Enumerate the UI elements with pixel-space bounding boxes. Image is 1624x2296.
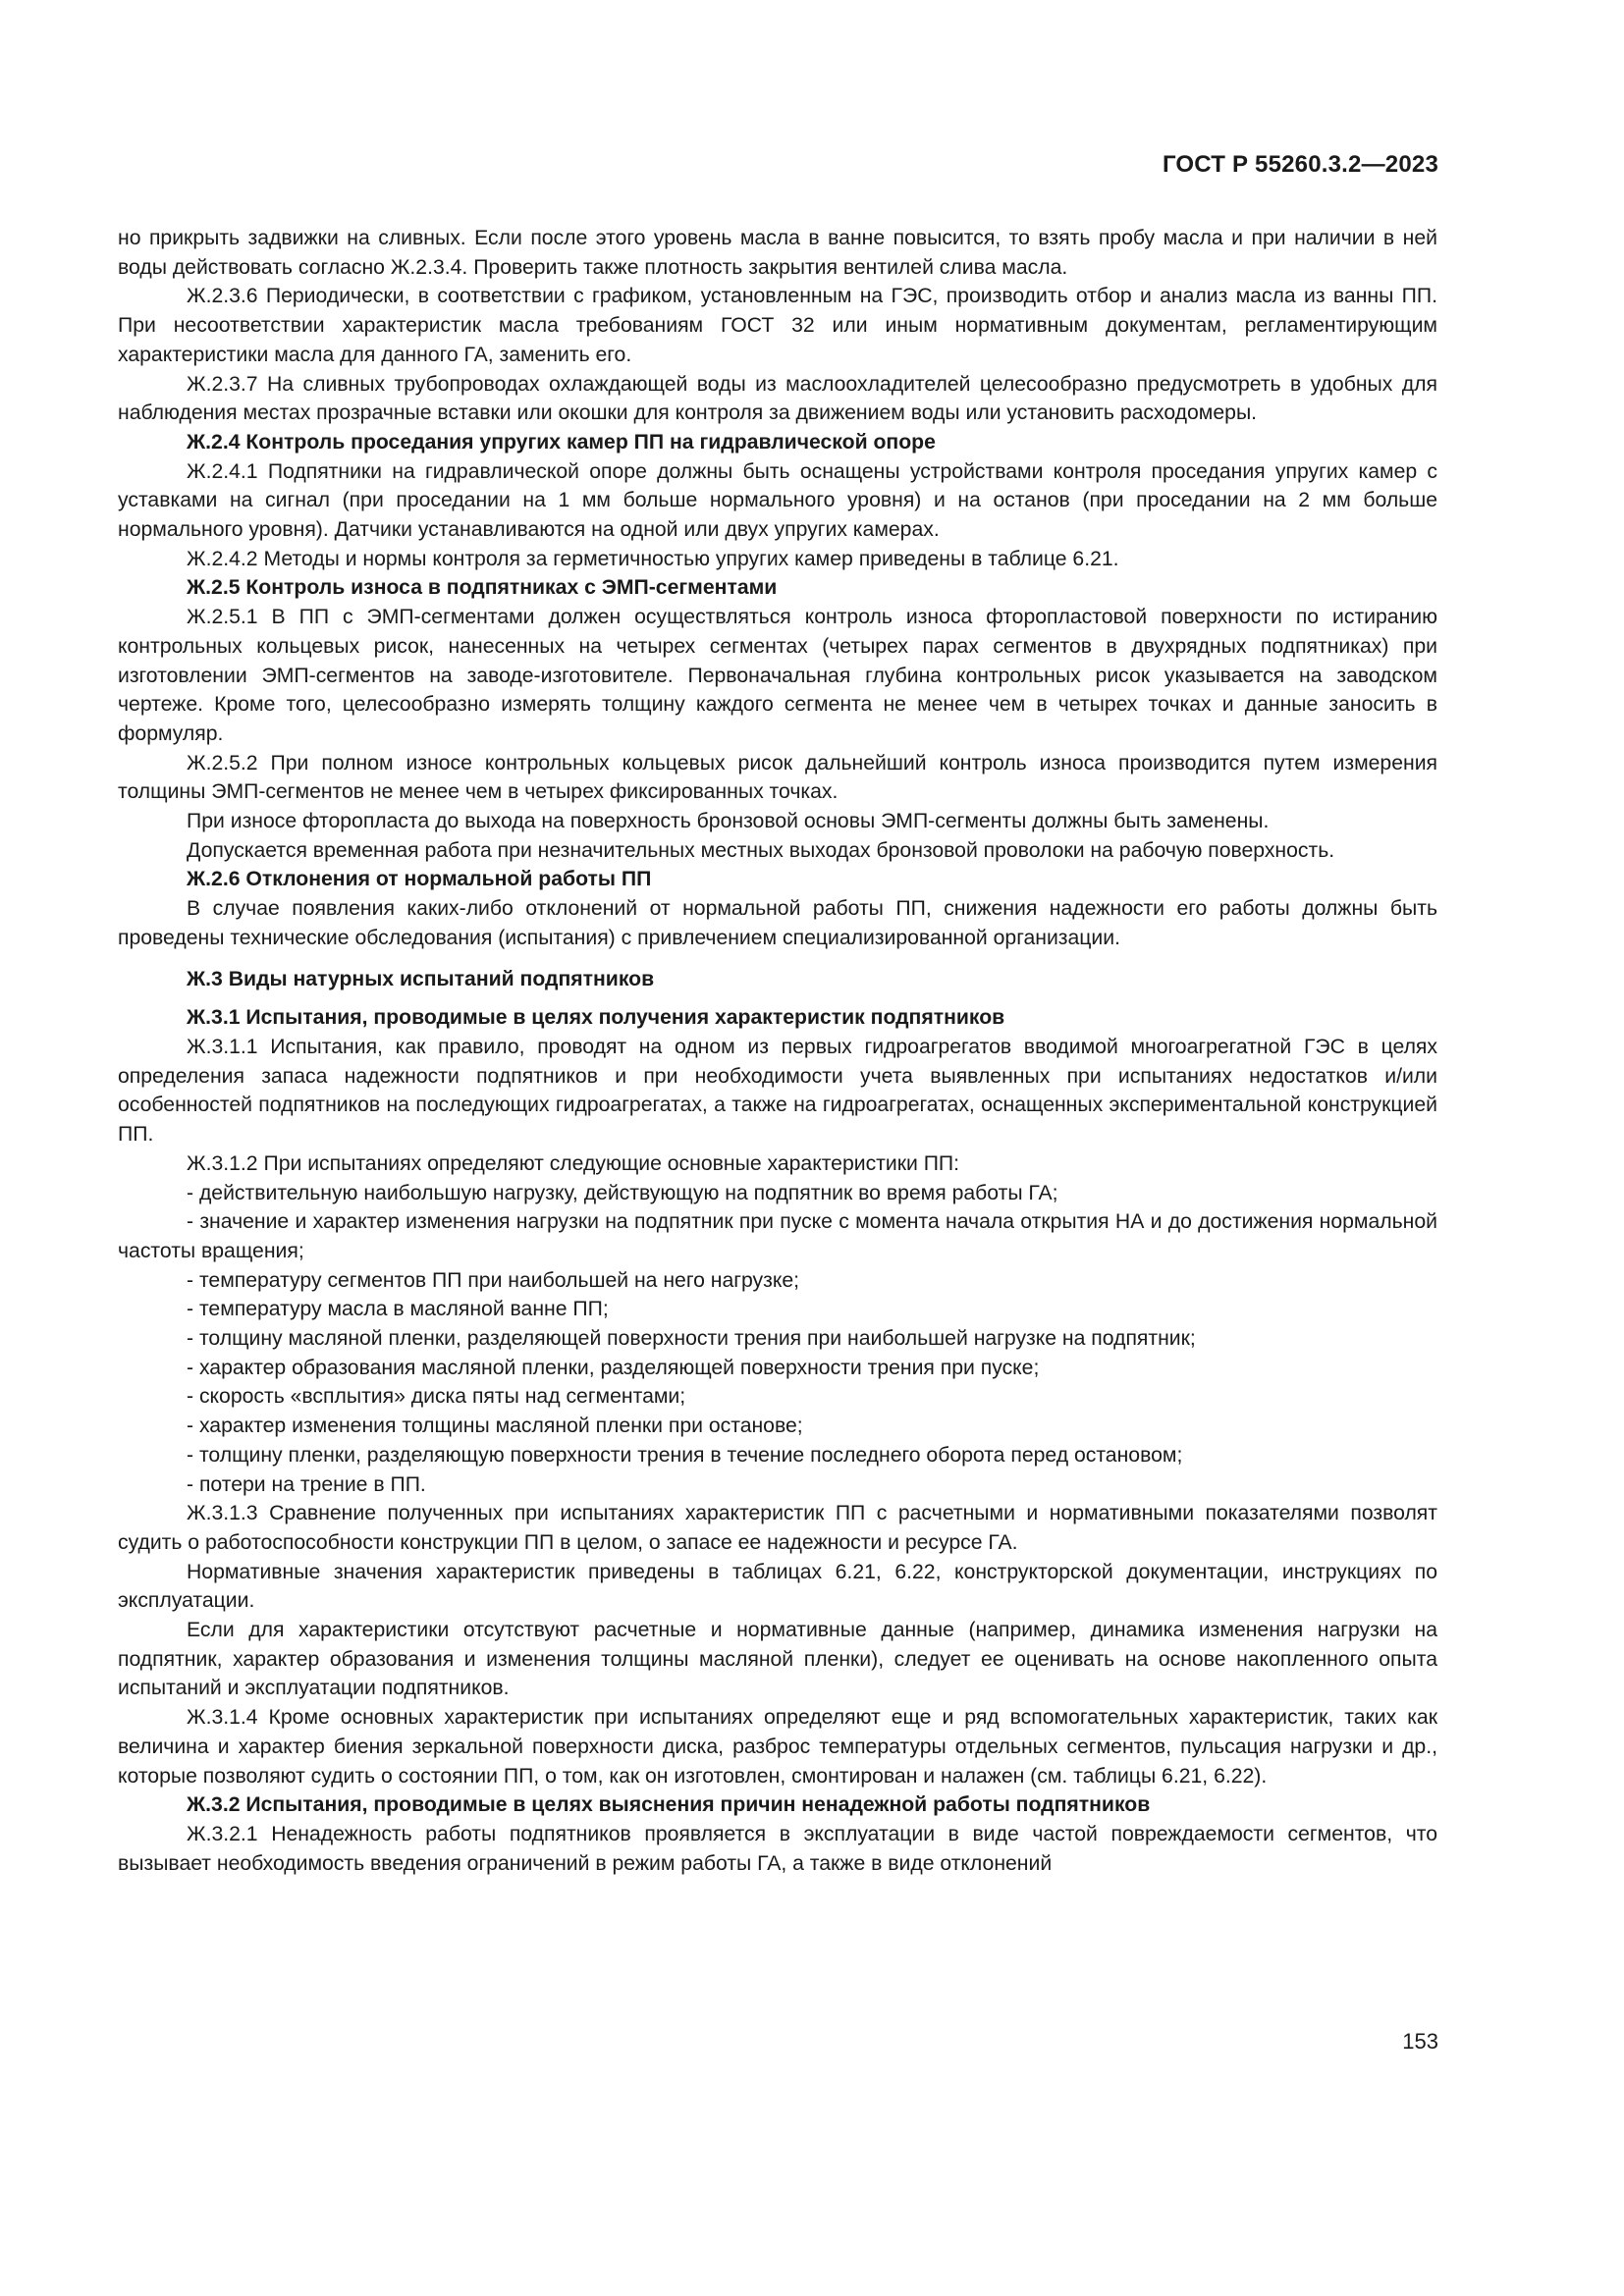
section-heading: Ж.3 Виды натурных испытаний подпятников [187,967,655,990]
paragraph: Ж.2.3.7 На сливных трубопроводах охлаждающей воды из маслоохладителей целесообразно предусмотреть в удобных для наблюдения местах прозрачные вставки или окошки для контроля за движением воды или установить расходомеры. [118,372,1437,425]
paragraph: Ж.2.5.1 В ПП с ЭМП-сегментами должен осуществляться контроль износа фторопластовой поверхности по истиранию контрольных кольцевых рисок, нанесенных на четырех сегментах (четырех парах сегментов в двухрядных подпятниках) при изготовлении ЭМП-сегментов на заводе-изготовителе. Первоначальная глубина контрольных рисок указывается на заводском чертеже. Кроме того, целесообразно измерять толщину каждого сегмента не менее чем в четырех точках и данные заносить в формуляр. [118,606,1437,745]
section-heading: Ж.3.2 Испытания, проводимые в целях выяснения причин ненадежной работы подпятников [187,1793,1151,1817]
list-item: - температуру сегментов ПП при наибольшей на него нагрузке; [187,1268,800,1292]
paragraph: Ж.2.4.2 Методы и нормы контроля за герметичностью упругих камер приведены в таблице 6.21. [187,547,1119,570]
paragraph: Ж.2.3.6 Периодически, в соответствии с графиком, установленным на ГЭС, производить отбор и анализ масла из ванны ПП. При несоответствии характеристик масла требованиям ГОСТ 32 или иным нормативным документам, регламентирующим характеристики масла для данного ГА, заменить его. [118,285,1437,366]
section-heading: Ж.2.5 Контроль износа в подпятниках с ЭМП-сегментами [187,576,778,600]
page-number: 153 [1402,2029,1438,2054]
list-item: - толщину масляной пленки, разделяющей поверхности трения при наибольшей нагрузке на подпятник; [187,1327,1196,1351]
paragraph: Если для характеристики отсутствуют расчетные и нормативные данные (например, динамика изменения нагрузки на подпятник, характер образования и изменения толщины масляной пленки), следует ее оценивать на основе накопленного опыта испытаний и эксплуатации подпятников. [118,1619,1437,1700]
section-heading: Ж.3.1 Испытания, проводимые в целях получения характеристик подпятников [187,1006,1005,1030]
document-header: ГОСТ Р 55260.3.2—2023 [1162,151,1438,178]
list-item: - характер образования масляной пленки, разделяющей поверхности трения при пуске; [187,1356,1040,1379]
paragraph: Допускается временная работа при незначительных местных выходах бронзовой проволоки на рабочую поверхность. [187,838,1335,862]
paragraph: Ж.2.4.1 Подпятники на гидравлической опоре должны быть оснащены устройствами контроля проседания упругих камер с уставками на сигнал (при проседании на 1 мм больше нормального уровня) и на останов (при проседании на 2 мм больше нормального уровня). Датчики устанавливаются на одной или двух упругих камерах. [118,459,1437,542]
paragraph: Ж.3.1.1 Испытания, как правило, проводят на одном из первых гидроагрегатов вводимой многоагрегатной ГЭС в целях определения запаса надежности подпятников и при необходимости учета выявленных при испытаниях недостатков и/или особенностей подпятников на последующих гидроагрегатах, а также на гидроагрегатах, оснащенных экспериментальной конструкцией ПП. [118,1035,1437,1147]
section-heading: Ж.2.4 Контроль проседания упругих камер ПП на гидравлической опоре [187,430,936,454]
paragraph: Ж.3.2.1 Ненадежность работы подпятников проявляется в эксплуатации в виде частой повреждаемости сегментов, что вызывает необходимость введения ограничений в режим работы ГА, а также в виде отклонений [118,1822,1437,1875]
paragraph: Ж.3.1.4 Кроме основных характеристик при испытаниях определяют еще и ряд вспомогательных характеристик, таких как величина и характер биения зеркальной поверхности диска, разброс температуры отдельных сегментов, пульсация нагрузки и др., которые позволяют судить о состоянии ПП, о том, как он изготовлен, смонтирован и налажен (см. таблицы 6.21, 6.22). [118,1706,1437,1788]
list-item: - потери на трение в ПП. [187,1472,426,1496]
section-heading: Ж.2.6 Отклонения от нормальной работы ПП [187,868,652,891]
list-item: - действительную наибольшую нагрузку, действующую на подпятник во время работы ГА; [187,1181,1058,1204]
paragraph: Ж.2.5.2 При полном износе контрольных кольцевых рисок дальнейший контроль износа производится путем измерения толщины ЭМП-сегментов не менее чем в четырех фиксированных точках. [118,751,1437,804]
paragraph: но прикрыть задвижки на сливных. Если после этого уровень масла в ванне повысится, то взять пробу масла и при наличии в ней воды действовать согласно Ж.2.3.4. Проверить также плотность закрытия вентилей слива масла. [118,227,1437,279]
paragraph: Ж.3.1.3 Сравнение полученных при испытаниях характеристик ПП с расчетными и нормативными показателями позволят судить о работоспособности конструкции ПП в целом, о запасе ее надежности и ресурсе ГА. [118,1502,1437,1554]
document-body [118,224,1437,1878]
paragraph: Ж.3.1.2 При испытаниях определяют следующие основные характеристики ПП: [187,1151,960,1175]
list-item: - значение и характер изменения нагрузки на подпятник при пуске с момента начала открытия НА и до достижения нормальной частоты вращения; [118,1210,1437,1262]
list-item: - температуру масла в масляной ванне ПП; [187,1298,609,1321]
list-item: - характер изменения толщины масляной пленки при останове; [187,1415,803,1438]
list-item: - скорость «всплытия» диска пяты над сегментами; [187,1385,686,1409]
paragraph: В случае появления каких-либо отклонений от нормальной работы ПП, снижения надежности его работы должны быть проведены технические обследования (испытания) с привлечением специализированной организации. [118,897,1437,949]
paragraph: При износе фторопласта до выхода на поверхность бронзовой основы ЭМП-сегменты должны быть заменены. [187,810,1270,833]
paragraph: Нормативные значения характеристик приведены в таблицах 6.21, 6.22, конструкторской документации, инструкциях по эксплуатации. [118,1560,1437,1613]
list-item: - толщину пленки, разделяющую поверхности трения в течение последнего оборота перед остановом; [187,1443,1183,1467]
